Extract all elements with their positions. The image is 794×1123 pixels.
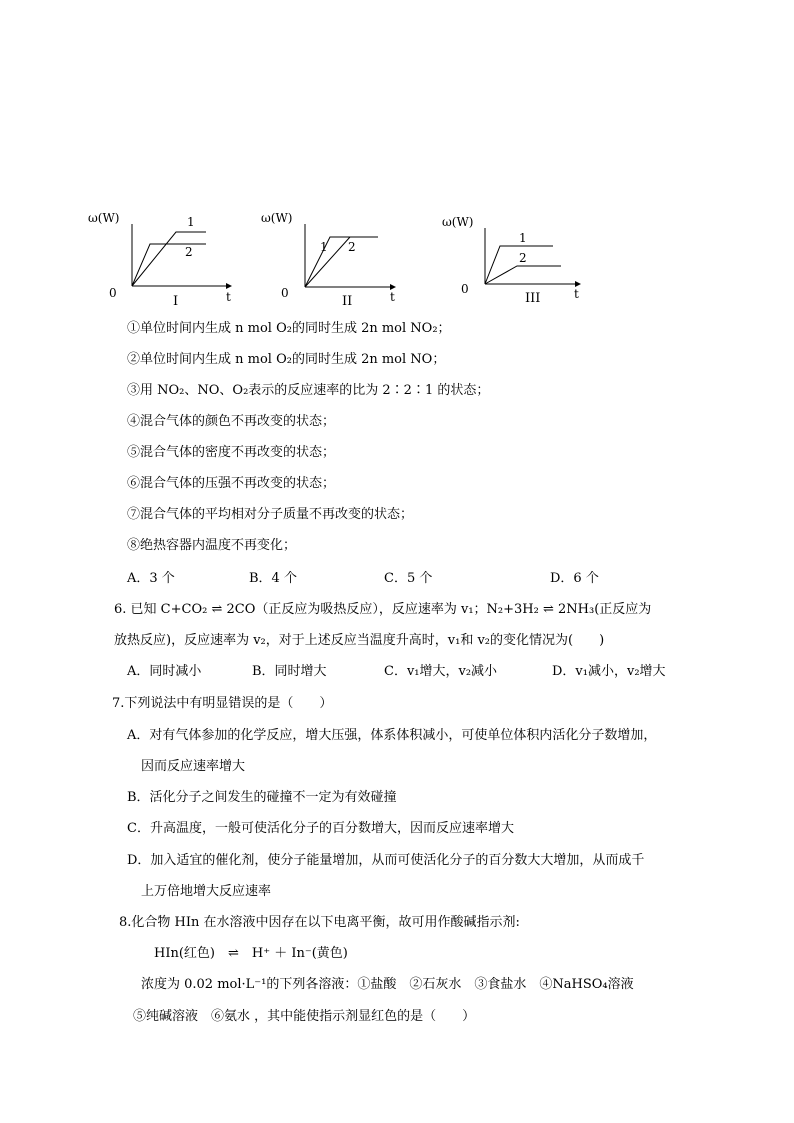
- curve-1-label: 1: [519, 231, 527, 245]
- q7-option-a-line-1[interactable]: A．对有气体参加的化学反应，增大压强，体系体积减小，可使单位体积内活化分子数增加，: [127, 728, 657, 743]
- q7-option-d-line-2: 上万倍地增大反应速率: [141, 884, 272, 899]
- q5-item-3: ③用 NO₂、NO、O₂表示的反应速率的比为 2∶2∶1 的状态；: [127, 383, 490, 398]
- curve-2-label: 2: [185, 245, 193, 259]
- q5-item-5: ⑤混合气体的密度不再改变的状态；: [127, 445, 336, 460]
- x-axis-arrow: [226, 283, 232, 289]
- graph-panel-1: [88, 211, 232, 309]
- curve-2: [132, 244, 206, 286]
- q5-item-2: ②单位时间内生成 n mol O₂的同时生成 2n mol NO；: [127, 352, 446, 367]
- origin-label: 0: [461, 282, 469, 296]
- y-axis-label: ω(W): [442, 215, 474, 229]
- curve-2-label: 2: [348, 240, 356, 254]
- q6-option-a[interactable]: A．同时减小: [127, 664, 202, 679]
- graph-panel-2: [261, 211, 396, 309]
- panel-roman: I: [173, 294, 179, 309]
- q5-item-6: ⑥混合气体的压强不再改变的状态；: [127, 476, 336, 491]
- q8-solutions-line-2: ⑤纯碱溶液 ⑥氨水 ，其中能使指示剂显红色的是（ ）: [133, 1009, 476, 1024]
- curve-2-label: 2: [519, 251, 527, 265]
- q6-option-d[interactable]: D．v₁减小，v₂增大: [552, 664, 666, 679]
- curve-1-label: 1: [320, 240, 328, 254]
- x-axis-label: t: [226, 290, 231, 304]
- curve-1: [305, 237, 378, 287]
- q7-option-a-line-2: 因而反应速率增大: [141, 759, 246, 774]
- q6-option-b[interactable]: B．同时增大: [252, 664, 327, 679]
- q5-option-c[interactable]: C．5 个: [384, 571, 433, 586]
- panel-roman: III: [525, 291, 541, 306]
- q7-option-d-line-1[interactable]: D．加入适宜的催化剂，使分子能量增加，从而可使活化分子的百分数大大增加，从而成千: [127, 853, 645, 868]
- curve-2: [485, 266, 561, 284]
- panel-roman: II: [342, 294, 353, 309]
- q5-item-4: ④混合气体的颜色不再改变的状态；: [127, 414, 336, 429]
- q7-option-c[interactable]: C．升高温度，一般可使活化分子的百分数增大，因而反应速率增大: [127, 821, 514, 836]
- q5-option-b[interactable]: B．4 个: [249, 571, 297, 586]
- q6-option-c[interactable]: C．v₁增大，v₂减小: [384, 664, 498, 679]
- x-axis-label: t: [574, 287, 579, 301]
- q5-item-1: ①单位时间内生成 n mol O₂的同时生成 2n mol NO₂；: [127, 321, 451, 336]
- origin-label: 0: [109, 286, 117, 300]
- graph-panel-3: [442, 215, 581, 306]
- q7-stem: 7.下列说法中有明显错误的是（ ）: [112, 696, 333, 711]
- q6-stem-line-2: 放热反应)，反应速率为 v₂，对于上述反应当温度升高时，v₁和 v₂的变化情况为( ): [114, 633, 605, 648]
- y-axis-label: ω(W): [261, 211, 293, 225]
- q8-stem: 8.化合物 HIn 在水溶液中因存在以下电离平衡，故可用作酸碱指示剂:: [119, 915, 520, 930]
- q6-stem-line-1: 6. 已知 C+CO₂ ⇌ 2CO（正反应为吸热反应），反应速率为 v₁；N₂+3H₂ ⇌ 2NH₃(正反应为: [114, 602, 652, 617]
- q5-option-d[interactable]: D．6 个: [550, 571, 599, 586]
- q5-option-a[interactable]: A．3 个: [127, 571, 175, 586]
- x-axis-label: t: [390, 290, 395, 304]
- curve-1-label: 1: [187, 215, 195, 229]
- q5-item-7: ⑦混合气体的平均相对分子质量不再改变的状态；: [127, 507, 414, 522]
- q7-option-b[interactable]: B．活化分子之间发生的碰撞不一定为有效碰撞: [127, 790, 397, 805]
- rate-graphs: [0, 0, 794, 320]
- q8-solutions-line-1: 浓度为 0.02 mol·L⁻¹的下列各溶液：①盐酸 ②石灰水 ③食盐水 ④NaHSO₄溶液: [141, 977, 634, 992]
- q8-equation: HIn(红色) ⇌ H⁺ ＋ In⁻(黄色): [154, 946, 348, 961]
- q5-item-8: ⑧绝热容器内温度不再变化；: [127, 538, 297, 553]
- y-axis-label: ω(W): [88, 211, 120, 225]
- origin-label: 0: [281, 286, 289, 300]
